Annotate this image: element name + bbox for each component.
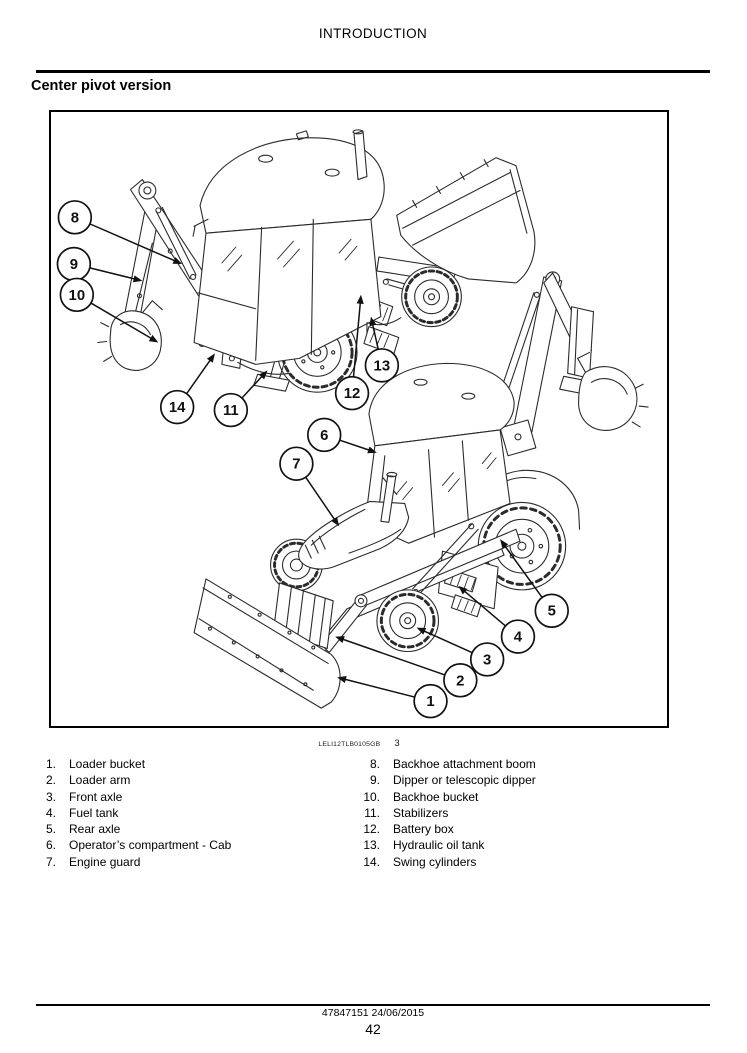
svg-text:5: 5 xyxy=(547,603,556,620)
parts-legend xyxy=(36,756,710,870)
svg-text:11: 11 xyxy=(222,403,239,420)
legend-item-label: Battery box xyxy=(393,822,454,837)
legend-item-label: Swing cylinders xyxy=(393,854,477,869)
legend-item-number: 6. xyxy=(45,838,56,853)
callout-14 xyxy=(161,353,215,423)
legend-item-number: 14. xyxy=(363,854,380,869)
legend-item-number: 7. xyxy=(45,854,56,869)
figure-caption-code: LELI12TLB0105GB xyxy=(318,741,381,748)
legend-item-number: 11. xyxy=(364,805,380,820)
figure-caption-index: 3 xyxy=(394,738,400,749)
front-wheel-top xyxy=(402,267,462,327)
legend-item-label: Backhoe bucket xyxy=(393,789,479,804)
footer-doc-reference: 47847151 24/06/2015 xyxy=(321,1007,425,1019)
callout-9 xyxy=(57,248,142,283)
legend-item-number: 3. xyxy=(45,789,56,804)
page-header-title: INTRODUCTION xyxy=(318,26,428,41)
svg-text:10: 10 xyxy=(68,287,86,304)
legend-item xyxy=(352,789,710,805)
legend-item-number: 5. xyxy=(45,822,56,837)
legend-item xyxy=(352,772,710,788)
legend-item xyxy=(36,837,352,853)
callout-6 xyxy=(308,419,377,454)
svg-text:8: 8 xyxy=(70,210,79,227)
legend-item xyxy=(36,821,352,837)
legend-column-left xyxy=(36,756,352,870)
legend-item-number: 12. xyxy=(363,822,380,837)
front-right-wheel xyxy=(377,590,439,652)
legend-item xyxy=(36,789,352,805)
legend-item-number: 8. xyxy=(369,757,380,771)
legend-item-label: Backhoe attachment boom xyxy=(393,757,536,771)
callout-11 xyxy=(214,370,267,426)
svg-text:1: 1 xyxy=(426,694,435,711)
legend-item-label: Fuel tank xyxy=(69,805,119,820)
legend-item xyxy=(36,756,352,772)
legend-item xyxy=(352,805,710,821)
legend-item-number: 13. xyxy=(363,838,380,853)
legend-item xyxy=(352,756,710,772)
legend-item-label: Engine guard xyxy=(69,854,141,869)
section-title: Center pivot version xyxy=(31,78,172,94)
legend-item-label: Stabilizers xyxy=(393,805,449,820)
svg-text:13: 13 xyxy=(373,358,391,375)
header-rule xyxy=(36,70,710,73)
cab-top-machine xyxy=(193,131,384,364)
legend-item xyxy=(36,772,352,788)
legend-item xyxy=(352,854,710,870)
figure-caption xyxy=(49,733,669,751)
legend-item-label: Dipper or telescopic dipper xyxy=(393,773,536,788)
svg-text:7: 7 xyxy=(292,456,301,473)
legend-item-label: Loader arm xyxy=(69,773,131,788)
legend-column-right xyxy=(352,756,710,870)
legend-item-number: 9. xyxy=(369,773,380,788)
callout-4 xyxy=(458,586,534,653)
legend-item xyxy=(36,854,352,870)
svg-text:3: 3 xyxy=(483,652,492,669)
legend-item xyxy=(352,821,710,837)
footer-rule xyxy=(36,1004,710,1006)
callout-1 xyxy=(337,676,447,718)
legend-item-label: Rear axle xyxy=(69,822,121,837)
svg-text:6: 6 xyxy=(320,427,329,444)
legend-item-number: 10. xyxy=(363,789,380,804)
legend-item-label: Hydraulic oil tank xyxy=(393,838,485,853)
svg-text:12: 12 xyxy=(343,386,361,403)
svg-text:4: 4 xyxy=(513,629,523,646)
legend-item-number: 4. xyxy=(45,805,56,820)
legend-item xyxy=(352,837,710,853)
svg-text:2: 2 xyxy=(456,673,465,690)
callout-7 xyxy=(280,447,339,526)
legend-item-label: Front axle xyxy=(69,789,123,804)
legend-item-number: 1. xyxy=(45,757,56,771)
figure-frame xyxy=(49,110,669,728)
backhoe-attachment-folded xyxy=(493,272,648,456)
svg-text:9: 9 xyxy=(69,256,79,273)
engine-hood xyxy=(299,501,409,569)
legend-item-label: Operator’s compartment - Cab xyxy=(69,838,232,853)
machine-top-rear-view xyxy=(98,130,535,392)
legend-item xyxy=(36,805,352,821)
legend-item-label: Loader bucket xyxy=(69,757,146,771)
legend-item-number: 2. xyxy=(45,773,56,788)
footer-page-number: 42 xyxy=(365,1021,381,1037)
backhoe-loader-diagram xyxy=(51,112,667,726)
svg-text:14: 14 xyxy=(168,400,186,417)
